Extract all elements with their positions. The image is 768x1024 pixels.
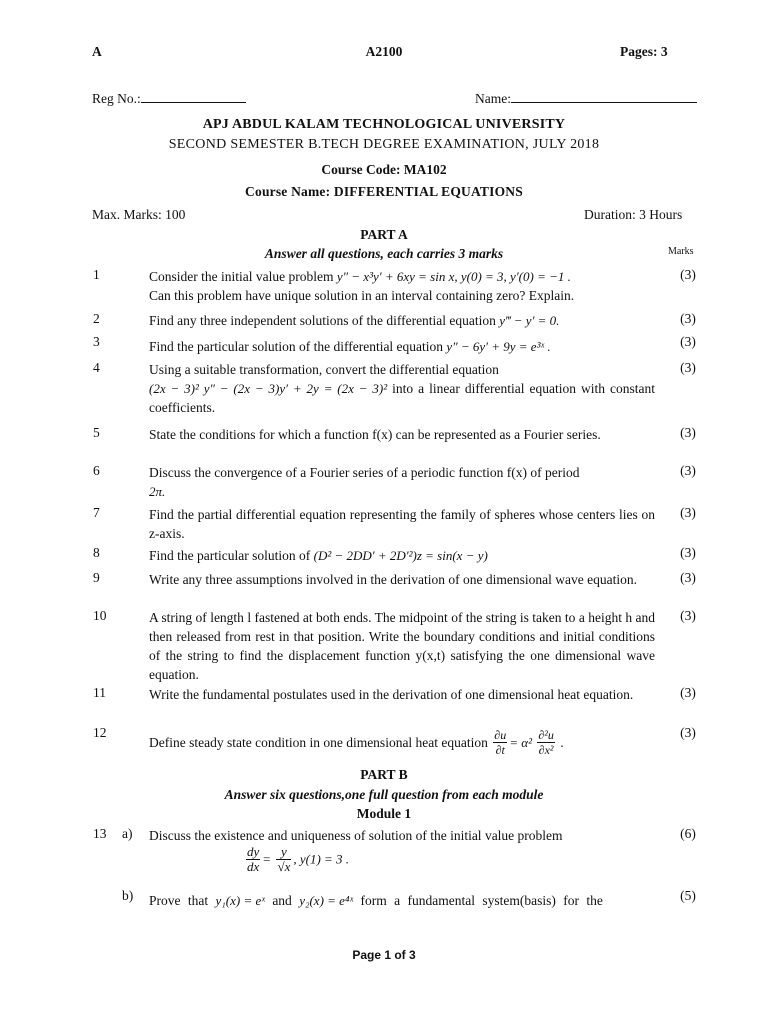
reg-no-field xyxy=(92,90,246,107)
question-marks: (3) xyxy=(680,545,696,560)
question-math: (2x − 3)² y″ − (2x − 3)y′ + 2y = (2x − 3)² xyxy=(149,381,388,396)
module-title: Module 1 xyxy=(356,806,412,821)
exam-title: SECOND SEMESTER B.TECH DEGREE EXAMINATION, JULY 2018 xyxy=(168,137,600,152)
question-marks: (3) xyxy=(680,608,696,623)
page-footer: Page 1 of 3 xyxy=(352,948,416,962)
question-marks: (3) xyxy=(680,725,696,740)
duration: Duration: 3 Hours xyxy=(584,207,683,222)
question-number: 6 xyxy=(93,463,100,478)
question-marks: (5) xyxy=(680,888,696,903)
question-number: 10 xyxy=(93,608,107,623)
question-text: Find the particular solution of (D² − 2DD′ + 2D′²)z = sin(x − y) xyxy=(149,548,488,563)
university-name: APJ ABDUL KALAM TECHNOLOGICAL UNIVERSITY xyxy=(202,117,566,132)
question-marks: (3) xyxy=(680,425,696,440)
sub-question-label: a) xyxy=(122,826,133,841)
part-a-instruction: Answer all questions, each carries 3 marks xyxy=(264,246,504,261)
name-field xyxy=(475,90,697,107)
question-marks: (3) xyxy=(680,267,696,282)
question-text: Discuss the existence and uniqueness of solution of the initial value problem xyxy=(149,828,563,843)
question-marks: (3) xyxy=(680,311,696,326)
question-number: 4 xyxy=(93,360,100,375)
question-marks: (3) xyxy=(680,334,696,349)
marks-header: Marks xyxy=(668,246,694,257)
reg-no-blank xyxy=(141,90,246,103)
question-math: y″ − x³y′ + 6xy = sin x, y(0) = 3, y′(0) = −1 . xyxy=(336,269,571,284)
question-number: 3 xyxy=(93,334,100,349)
course-code: Course Code: MA102 xyxy=(321,162,447,177)
heat-eq-lhs: $\frac{\partial u}{\partial t}$ xyxy=(494,728,507,757)
question-text: Consider the initial value problem y″ − x³y′ + 6xy = sin x, y(0) = 3, y′(0) = −1 . Can this problem have unique solution in an interval containing zero? Explain. xyxy=(149,269,575,303)
question-marks: (6) xyxy=(680,826,696,841)
question-marks: (3) xyxy=(680,360,696,375)
question-text: Discuss the convergence of a Fourier series of a periodic function f(x) of period 2π. xyxy=(149,465,580,499)
question-text: Find the partial differential equation representing the family of spheres whose centers lies on z-axis. xyxy=(149,507,655,541)
page-count: Pages: 3 xyxy=(620,44,668,59)
question-marks: (3) xyxy=(680,685,696,700)
question-number: 13 xyxy=(93,826,107,841)
question-marks: (3) xyxy=(680,570,696,585)
part-b-title: PART B xyxy=(360,767,408,782)
question-number: 2 xyxy=(93,311,100,326)
heat-eq-rhs: $\frac{\text{∂²u}}{\text{∂x²}}$ xyxy=(538,728,554,757)
question-text: Find the particular solution of the differential equation y″ − 6y′ + 9y = e³ˣ . xyxy=(149,339,551,354)
question-number: 9 xyxy=(93,570,100,585)
part-a-title: PART A xyxy=(360,227,408,242)
question-text: Find any three independent solutions of the differential equation y‴ − y′ = 0. xyxy=(149,313,560,328)
question-text: A string of length l fastened at both ends. The midpoint of the string is taken to a height h and then released from rest in that position. Write the boundary conditions and initial conditions of the string to find the displacement function y(x,t) satisfying the one dimensional wave equation. xyxy=(149,610,655,682)
ivp-equation: $\frac{dy}{dx}$ = $\frac{y}{√x}$ , y(1) = 3 . xyxy=(247,844,350,874)
sub-question-label: b) xyxy=(122,888,134,903)
question-number: 1 xyxy=(93,267,100,282)
name-blank xyxy=(511,90,697,103)
question-math: y″ − 6y′ + 9y = e³ˣ . xyxy=(446,339,551,354)
question-number: 12 xyxy=(93,725,107,740)
question-number: 8 xyxy=(93,545,100,560)
question-math: 2π. xyxy=(149,484,166,499)
question-text: Write the fundamental postulates used in the derivation of one dimensional heat equation. xyxy=(149,687,634,702)
question-number: 7 xyxy=(93,505,100,520)
reg-no-label: Reg No.: xyxy=(92,91,141,106)
paper-code: A2100 xyxy=(365,44,403,59)
question-math: (D² − 2DD′ + 2D′²)z = sin(x − y) xyxy=(313,548,488,563)
question-marks: (3) xyxy=(680,463,696,478)
question-text: Define steady state condition in one dimensional heat equation $\frac{\partial u}{\partial t}$ = α² $\frac{\text{∂²u}}{\text{∂x²}}$ . xyxy=(149,728,564,757)
question-text: Write any three assumptions involved in the derivation of one dimensional wave equation. xyxy=(149,572,637,587)
question-text: Using a suitable transformation, convert the differential equation (2x − 3)² y″ − (2x − 3)y′ + 2y = (2x − 3)² into a linear differential equation with constant coefficients. xyxy=(149,362,656,415)
question-number: 11 xyxy=(93,685,106,700)
name-label: Name: xyxy=(475,91,511,106)
series-label: A xyxy=(92,44,102,59)
question-number: 5 xyxy=(93,425,100,440)
course-name: Course Name: DIFFERENTIAL EQUATIONS xyxy=(245,184,523,199)
question-text: Prove that y₁(x) = eˣ and y₂(x) = e⁴ˣ form a fundamental system(basis) for the xyxy=(149,893,603,908)
question-math: y‴ − y′ = 0. xyxy=(499,313,560,328)
question-text: State the conditions for which a function f(x) can be represented as a Fourier series. xyxy=(149,427,601,442)
part-b-instruction: Answer six questions,one full question from each module xyxy=(224,787,544,802)
max-marks: Max. Marks: 100 xyxy=(92,207,186,222)
question-marks: (3) xyxy=(680,505,696,520)
